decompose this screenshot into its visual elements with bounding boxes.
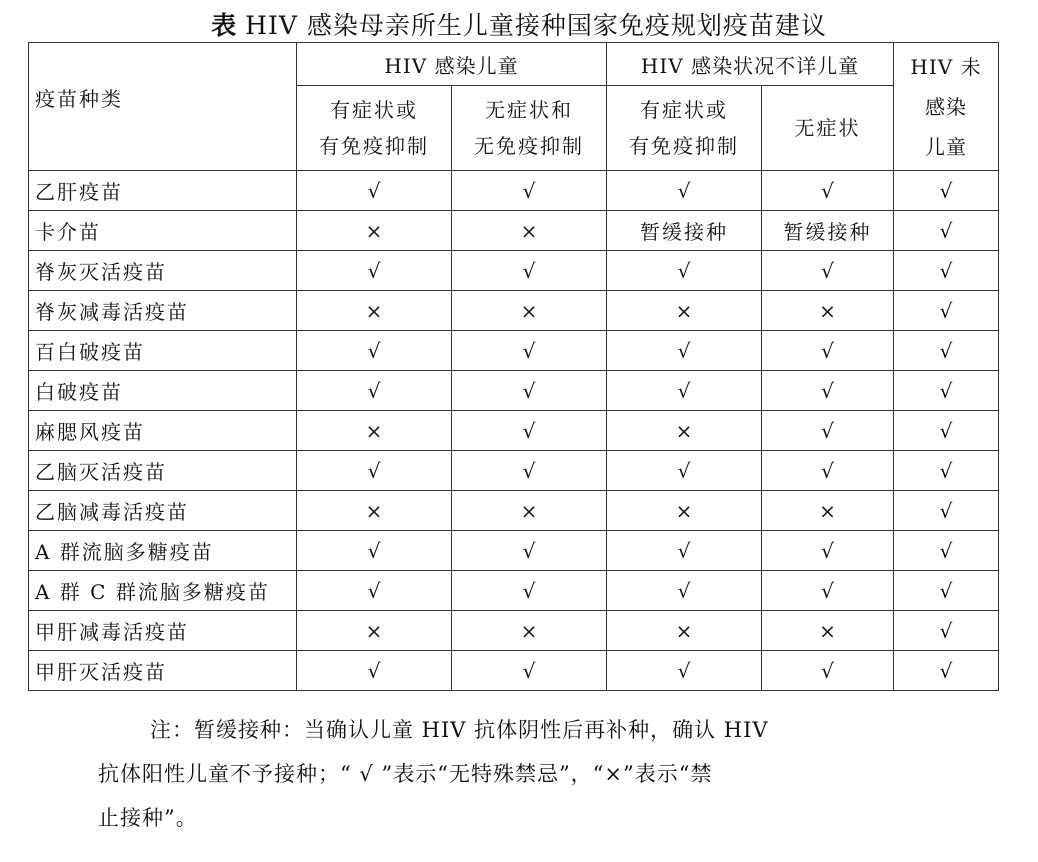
vaccine-name: 卡介苗 xyxy=(29,211,297,251)
recommendation-cell: √ xyxy=(894,171,999,211)
recommendation-cell: √ xyxy=(297,371,452,411)
recommendation-cell: √ xyxy=(894,371,999,411)
vaccine-recommendation-table xyxy=(28,42,999,691)
recommendation-cell: √ xyxy=(452,371,607,411)
recommendation-cell: × xyxy=(297,291,452,331)
table-row xyxy=(29,491,999,531)
recommendation-cell: × xyxy=(297,611,452,651)
recommendation-cell: √ xyxy=(297,171,452,211)
recommendation-cell: √ xyxy=(762,371,894,411)
recommendation-cell: √ xyxy=(762,331,894,371)
table-title-text: HIV 感染母亲所生儿童接种国家免疫规划疫苗建议 xyxy=(245,11,827,40)
table-row xyxy=(29,331,999,371)
table-row xyxy=(29,251,999,291)
recommendation-cell: √ xyxy=(894,651,999,691)
vaccine-name: A 群流脑多糖疫苗 xyxy=(29,531,297,571)
recommendation-cell: × xyxy=(452,611,607,651)
note-line-1: 注：暂缓接种：当确认儿童 HIV 抗体阴性后再补种，确认 HIV xyxy=(150,718,769,742)
recommendation-cell: √ xyxy=(607,571,762,611)
recommendation-cell: √ xyxy=(894,331,999,371)
vaccine-name: 甲肝减毒活疫苗 xyxy=(29,611,297,651)
recommendation-cell: × xyxy=(452,291,607,331)
recommendation-cell: √ xyxy=(297,531,452,571)
recommendation-cell: × xyxy=(297,211,452,251)
recommendation-cell: √ xyxy=(894,411,999,451)
table-row xyxy=(29,451,999,491)
recommendation-cell: × xyxy=(297,491,452,531)
table-body xyxy=(29,171,999,691)
note-line-3: 止接种”。 xyxy=(98,806,198,830)
header-unknown-symptomatic: 有症状或 有免疫抑制 xyxy=(607,86,762,171)
header-vaccine-type: 疫苗种类 xyxy=(29,43,297,171)
recommendation-cell: √ xyxy=(297,651,452,691)
recommendation-cell: × xyxy=(762,491,894,531)
recommendation-cell: √ xyxy=(452,571,607,611)
table-row xyxy=(29,531,999,571)
table-row xyxy=(29,211,999,251)
vaccine-name: 麻腮风疫苗 xyxy=(29,411,297,451)
table-title xyxy=(0,6,1038,42)
vaccine-name: 百白破疫苗 xyxy=(29,331,297,371)
recommendation-cell: √ xyxy=(607,531,762,571)
vaccine-name: 脊灰减毒活疫苗 xyxy=(29,291,297,331)
recommendation-cell: √ xyxy=(762,251,894,291)
vaccine-name: 乙脑减毒活疫苗 xyxy=(29,491,297,531)
vaccine-name: 白破疫苗 xyxy=(29,371,297,411)
recommendation-cell: √ xyxy=(762,411,894,451)
recommendation-cell: × xyxy=(452,491,607,531)
vaccine-name: 脊灰灭活疫苗 xyxy=(29,251,297,291)
recommendation-cell: √ xyxy=(297,571,452,611)
recommendation-cell: √ xyxy=(894,251,999,291)
recommendation-cell: √ xyxy=(452,331,607,371)
table-row xyxy=(29,291,999,331)
recommendation-cell: √ xyxy=(762,571,894,611)
recommendation-cell: √ xyxy=(762,531,894,571)
table-row xyxy=(29,171,999,211)
recommendation-cell: √ xyxy=(607,451,762,491)
recommendation-cell: × xyxy=(762,291,894,331)
recommendation-cell: √ xyxy=(894,291,999,331)
recommendation-cell: √ xyxy=(607,331,762,371)
recommendation-cell: √ xyxy=(607,371,762,411)
recommendation-cell: √ xyxy=(894,451,999,491)
recommendation-cell: √ xyxy=(762,651,894,691)
recommendation-cell: √ xyxy=(894,571,999,611)
recommendation-cell: √ xyxy=(452,451,607,491)
header-infected-symptomatic: 有症状或 有免疫抑制 xyxy=(297,86,452,171)
recommendation-cell: √ xyxy=(452,251,607,291)
recommendation-cell: √ xyxy=(894,531,999,571)
recommendation-cell: √ xyxy=(297,251,452,291)
recommendation-cell: × xyxy=(297,411,452,451)
table-note xyxy=(98,708,938,840)
table-row xyxy=(29,371,999,411)
recommendation-cell: × xyxy=(607,291,762,331)
recommendation-cell: √ xyxy=(452,651,607,691)
recommendation-cell: 暂缓接种 xyxy=(607,211,762,251)
table-row xyxy=(29,611,999,651)
vaccine-name: 甲肝灭活疫苗 xyxy=(29,651,297,691)
note-line-2: 抗体阳性儿童不予接种；“ √ ”表示“无特殊禁忌”，“×”表示“禁 xyxy=(98,762,713,786)
recommendation-cell: √ xyxy=(452,411,607,451)
recommendation-cell: √ xyxy=(297,451,452,491)
vaccine-name: 乙脑灭活疫苗 xyxy=(29,451,297,491)
recommendation-cell: × xyxy=(607,611,762,651)
vaccine-name: 乙肝疫苗 xyxy=(29,171,297,211)
header-hiv-uninfected: HIV 未 感染 儿童 xyxy=(894,43,999,171)
recommendation-cell: × xyxy=(607,411,762,451)
recommendation-cell: √ xyxy=(607,171,762,211)
recommendation-cell: √ xyxy=(894,611,999,651)
header-unknown-asymptomatic: 无症状 xyxy=(762,86,894,171)
table-row xyxy=(29,411,999,451)
recommendation-cell: √ xyxy=(894,211,999,251)
recommendation-cell: √ xyxy=(607,651,762,691)
vaccine-name: A 群 C 群流脑多糖疫苗 xyxy=(29,571,297,611)
recommendation-cell: √ xyxy=(762,451,894,491)
header-infected-asymptomatic: 无症状和 无免疫抑制 xyxy=(452,86,607,171)
header-hiv-infected: HIV 感染儿童 xyxy=(297,43,607,86)
table-title-lead: 表 xyxy=(211,11,238,40)
recommendation-cell: √ xyxy=(762,171,894,211)
recommendation-cell: × xyxy=(762,611,894,651)
recommendation-cell: × xyxy=(607,491,762,531)
recommendation-cell: √ xyxy=(607,251,762,291)
recommendation-cell: √ xyxy=(894,491,999,531)
recommendation-cell: √ xyxy=(452,531,607,571)
table-row xyxy=(29,571,999,611)
header-hiv-unknown: HIV 感染状况不详儿童 xyxy=(607,43,894,86)
recommendation-cell: √ xyxy=(452,171,607,211)
recommendation-cell: × xyxy=(452,211,607,251)
recommendation-cell: √ xyxy=(297,331,452,371)
table-row xyxy=(29,651,999,691)
recommendation-cell: 暂缓接种 xyxy=(762,211,894,251)
